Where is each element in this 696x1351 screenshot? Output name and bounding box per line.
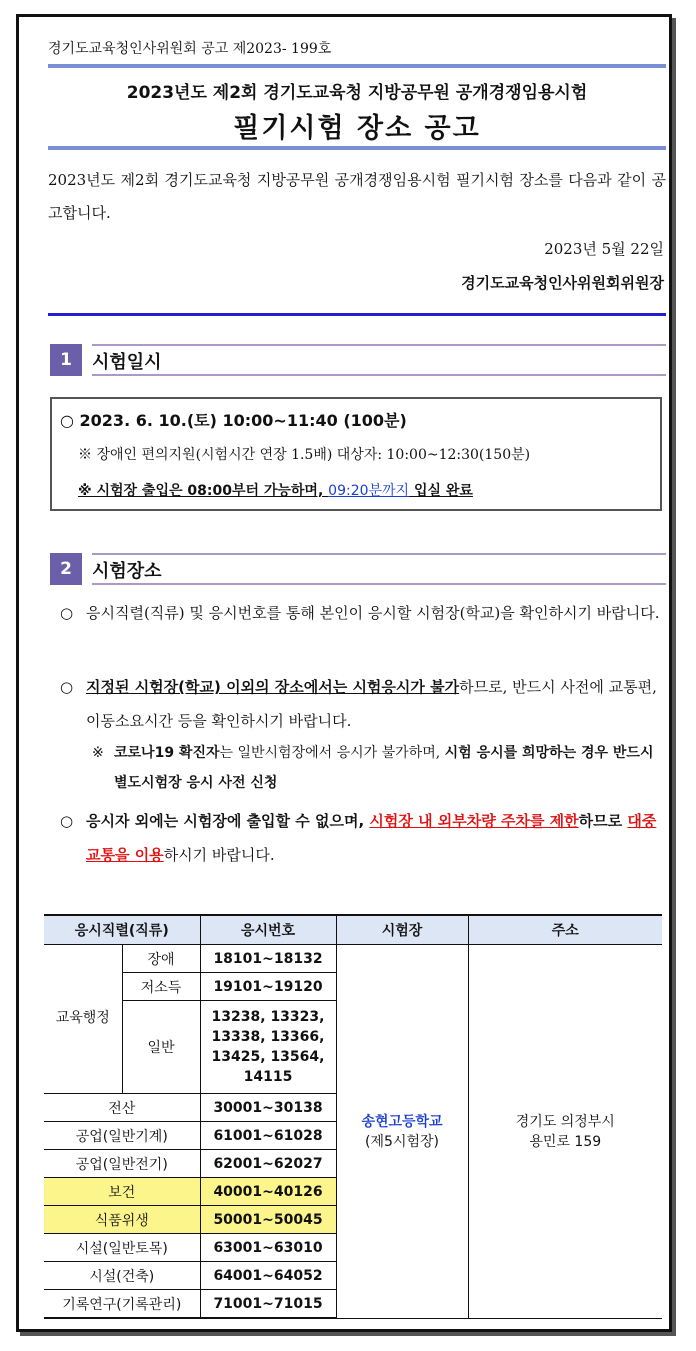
no-entry-bold: 응시자 외에는 시험장에 출입할 수 없으며, [86,812,370,830]
section1-title: 시험일시 [92,352,162,373]
exam-number: 61001~61028 [200,1122,336,1150]
section1-header [50,344,666,376]
exam-number: 63001~63010 [200,1234,336,1262]
no-entry-rest: 하시기 바랍니다. [163,846,275,864]
series: 기록연구(기록관리) [44,1290,200,1319]
address-line2: 용민로 159 [529,1134,602,1151]
series: 전산 [44,1094,200,1122]
header-address: 주소 [468,915,662,945]
series: 공업(일반기계) [44,1122,200,1150]
section2-line-bottom [92,583,666,585]
section1-number: 1 [50,344,82,376]
exam-number: 62001~62027 [200,1150,336,1178]
venue-cell [336,945,468,1319]
sub-series: 장애 [122,945,200,973]
address-line1: 경기도 의정부시 [515,1114,615,1131]
exam-number: 40001~40126 [200,1178,336,1206]
disability-time-note: ※ 장애인 편의지원(시험시간 연장 1.5배) 대상자: 10:00~12:30(150분) [78,447,531,463]
exam-number: 19101~19120 [200,973,336,1001]
address-cell [468,945,662,1319]
sub-series: 일반 [122,1001,200,1094]
note-mark: ※ [92,745,104,761]
venue-table [44,914,662,1319]
section1-line-bottom [92,374,666,376]
entry-note-text: ※ 시험장 출입은 08:00부터 가능하며, [78,483,329,499]
header-divider [48,313,666,316]
designated-venue-paragraph [60,670,666,738]
covid-note-mid: 는 일반시험장에서 응시가 불가하며, [219,745,445,761]
table-row [44,945,662,973]
exam-number: 64001~64052 [200,1262,336,1290]
section1-line-top [92,344,666,346]
intro-text: 2023년도 제2회 경기도교육청 지방공무원 공개경쟁임용시험 필기시험 장소를 다음과 같이 공고합니다. [48,171,666,222]
exam-number: 13238, 13323, 13338, 13366, 13425, 13564, 14115 [200,1001,336,1094]
parking-restriction: 시험장 내 외부차량 주차를 제한 [369,812,579,830]
section2-title: 시험장소 [92,561,162,582]
bullet: ○ [60,604,74,622]
no-entry-paragraph [60,804,666,872]
title-top-bar [48,64,666,68]
section2-header [50,553,666,585]
venue-check-paragraph [60,596,666,630]
page-title: 필기시험 장소 공고 [233,113,481,144]
table-header-row [44,915,662,945]
title-line1: 2023년도 제2회 경기도교육청 지방공무원 공개경쟁임용시험 [126,83,588,103]
series: 시설(일반토목) [44,1234,200,1262]
public-transport-note: 대중교통을 이용 [86,812,657,864]
no-entry-mid: 하므로 [578,812,628,830]
series: 공업(일반전기) [44,1150,200,1178]
exam-datetime: ○ 2023. 6. 10.(토) 10:00~11:40 (100분) [60,411,407,430]
group-edu-admin: 교육행정 [44,945,122,1094]
entry-complete: 입실 완료 [409,483,473,499]
bullet: ○ [60,678,74,696]
header-number: 응시번호 [200,915,336,945]
entry-deadline: 09:20분까지 [328,483,410,499]
section2-line-top [92,553,666,555]
covid-note-bold2: 시험 응시를 희망하는 경우 반드시 별도시험장 응시 사전 신청 [114,745,654,791]
covid-note [92,738,666,798]
designated-venue-warning: 지정된 시험장(학교) 이외의 장소에서는 시험응시가 불가 [86,678,460,696]
entry-time-note [78,480,473,500]
series: 시설(건축) [44,1262,200,1290]
exam-number: 30001~30138 [200,1094,336,1122]
signer: 경기도교육청인사위원회위원장 [461,274,664,292]
exam-number: 18101~18132 [200,945,336,973]
school-room: (제5시험장) [365,1134,439,1151]
series: 식품위생 [44,1206,200,1234]
notice-date: 2023년 5월 22일 [544,240,664,258]
venue-check-text: 응시직렬(직류) 및 응시번호를 통해 본인이 응시할 시험장(학교)을 확인하시기 바랍니다. [86,604,660,622]
notice-number: 경기도교육청인사위원회 공고 제2023- 199호 [48,41,332,57]
series: 보건 [44,1178,200,1206]
bullet: ○ [60,812,74,830]
exam-number: 50001~50045 [200,1206,336,1234]
header-series: 응시직렬(직류) [44,915,200,945]
designated-venue-text: 하므로, 반드시 사전에 교통편, 이동소요시간 등을 확인하시기 바랍니다. [86,678,657,730]
exam-number: 71001~71015 [200,1290,336,1319]
sub-series: 저소득 [122,973,200,1001]
covid-note-bold1: 코로나19 확진자 [114,745,220,761]
header-venue: 시험장 [336,915,468,945]
title-bottom-bar [48,146,666,150]
school-name: 송현고등학교 [361,1114,443,1131]
section2-number: 2 [50,553,82,585]
